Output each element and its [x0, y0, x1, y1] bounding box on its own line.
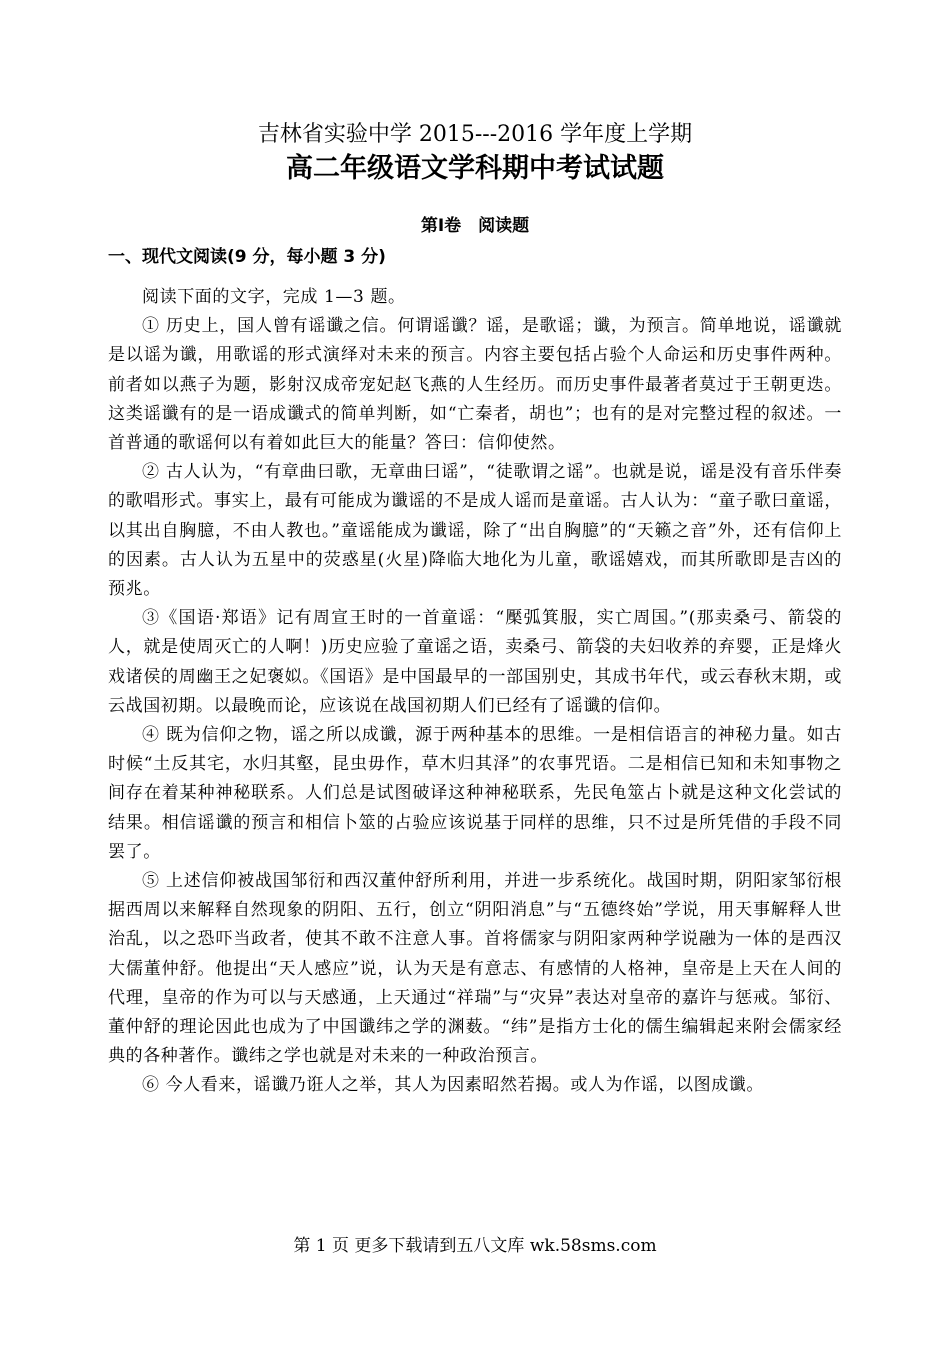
- exam-title: 高二年级语文学科期中考试试题: [286, 153, 664, 184]
- paragraph-5: ⑤ 上述信仰被战国邹衍和西汉董仲舒所利用，并进一步系统化。战国时期，阴阳家邹衍根据西周以来解释自然现象的阴阳、五行，创立“阴阳消息”与“五德终始”学说，用天事解释人世治乱，以之恐吓当政者，使其不敢不注意人事。首将儒家与阴阳家两种学说融为一体的是西汉大儒董仲舒。他提出“天人感应”说，认为天是有意志、有感情的人格神，皇帝是上天在人间的代理，皇帝的作为可以与天感通，上天通过“祥瑞”与“灾异”表达对皇帝的嘉许与惩戒。邹衍、董仲舒的理论因此也成为了中国谶纬之学的渊薮。“纬”是指方士化的儒生编辑起来附会儒家经典的各种著作。谶纬之学也就是对未来的一种政治预言。: [108, 871, 842, 1067]
- paragraph-3: ③《国语·郑语》记有周宣王时的一首童谣：“檿弧箕服，实亡周国。”(那卖桑弓、箭袋的人，就是使周灭亡的人啊！)历史应验了童谣之语，卖桑弓、箭袋的夫妇收养的弃婴，正是烽火戏诸侯的周幽王之妃褒姒。《国语》是中国最早的一部国别史，其成书年代，或云春秋末期，或云战国初期。以最晚而论，应该说在战国初期人们已经有了谣谶的信仰。: [108, 608, 842, 716]
- paragraph-2: ② 古人认为，“有章曲曰歌，无章曲曰谣”，“徒歌谓之谣”。也就是说，谣是没有音乐伴奏的歌唱形式。事实上，最有可能成为谶谣的不是成人谣而是童谣。古人认为：“童子歌曰童谣，以其出自胸臆，不由人教也。”童谣能成为谶谣，除了“出自胸臆”的“天籁之音”外，还有信仰上的因素。古人认为五星中的荧惑星(火星)降临大地化为儿童，歌谣嬉戏，而其所歌即是吉凶的预兆。: [108, 462, 842, 600]
- instruction-paragraph: 阅读下面的文字，完成 1—3 题。: [142, 287, 406, 307]
- section-heading: 一、现代文阅读(9 分，每小题 3 分): [108, 247, 386, 267]
- paragraph-1: ① 历史上，国人曾有谣谶之信。何谓谣谶？谣，是歌谣；谶，为预言。简单地说，谣谶就是以谣为谶，用歌谣的形式演绎对未来的预言。内容主要包括占验个人命运和历史事件两种。前者如以燕子为题，影射汉成帝宠妃赵飞燕的人生经历。而历史事件最著者莫过于王朝更迭。这类谣谶有的是一语成谶式的简单判断，如“亡秦者，胡也”；也有的是对完整过程的叙述。一首普通的歌谣何以有着如此巨大的能量？答曰：信仰使然。: [108, 316, 842, 454]
- page-footer: 第 1 页 更多下载请到五八文库 wk.58sms.com: [293, 1236, 657, 1256]
- volume-heading: 第Ⅰ卷 阅读题: [420, 216, 530, 236]
- paragraph-6: ⑥ 今人看来，谣谶乃诳人之举，其人为因素昭然若揭。或人为作谣，以图成谶。: [142, 1075, 765, 1096]
- paragraph-4: ④ 既为信仰之物，谣之所以成谶，源于两种基本的思维。一是相信语言的神秘力量。如古时候“土反其宅，水归其壑，昆虫毋作，草木归其泽”的农事咒语。二是相信已知和未知事物之间存在着某种神秘联系。人们总是试图破译这种神秘联系，先民龟筮占卜就是这种文化尝试的结果。相信谣谶的预言和相信卜筮的占验应该说基于同样的思维，只不过是所凭借的手段不同罢了。: [108, 725, 842, 862]
- school-title: 吉林省实验中学 2015---2016 学年度上学期: [257, 122, 693, 147]
- reading-passage: [108, 283, 842, 1101]
